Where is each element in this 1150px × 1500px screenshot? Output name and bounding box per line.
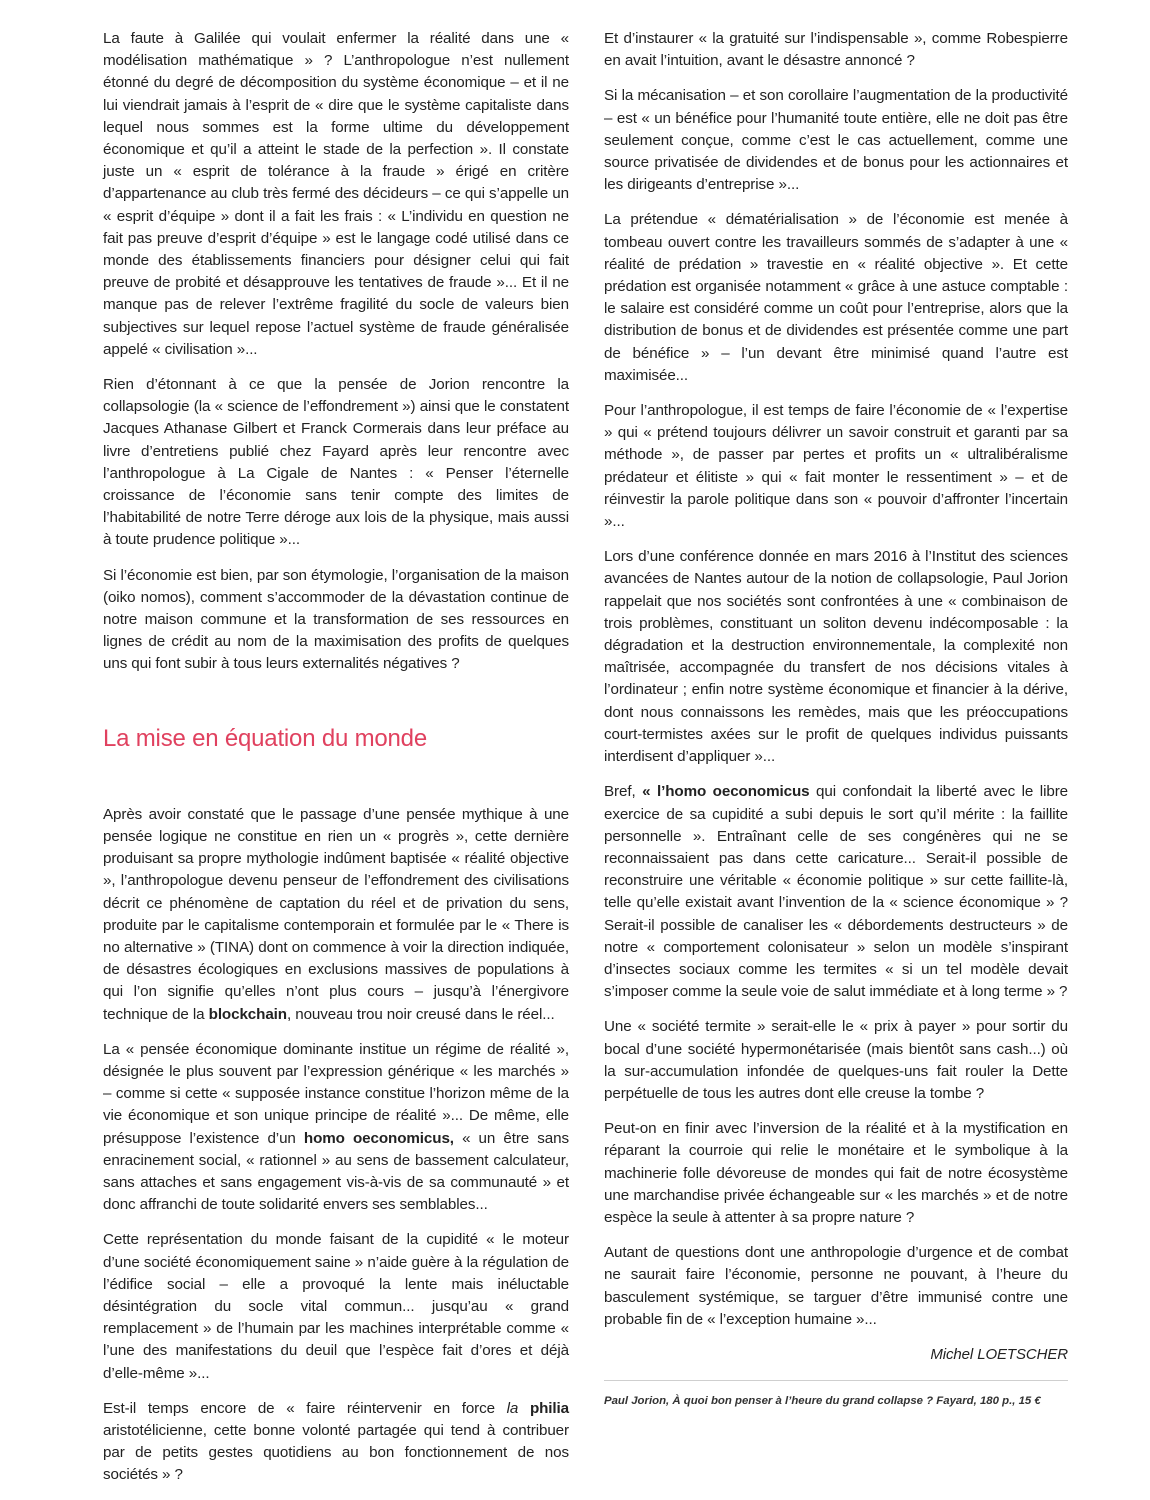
text-run: Bref, (604, 783, 643, 801)
right-column (604, 28, 1068, 1409)
bold-term: philia (529, 1399, 569, 1417)
book-credit: Paul Jorion, À quoi bon penser à l’heure du grand collapse ? Fayard, 180 p., 15 € (604, 1380, 1068, 1409)
text-run: Est-il temps encore de « faire réintervenir en force (103, 1399, 507, 1417)
bold-term: « l’homo oeconomicus (642, 783, 810, 801)
paragraph: Une « société termite » serait-elle le « prix à payer » pour sortir du bocal d’une société hypermonétarisée (mais bientôt sans cash...) où la sur-accumulation infondée de quelques-uns fait rouler la Dette perpétuelle de tous les autres dont elle creuse la tombe ? (604, 1018, 1068, 1102)
text-run: qui confondait la liberté avec le libre exercice de sa cupidité a subi depuis le sort qu’il mérite : la faillite personnelle ». Entraînant celle de ses congénères qui ne se reconnaissaient pas dans cette caricature... Serait-il possible de reconstruire une véritable « économie politique » sur cette faillite-là, telle qu’elle existait avant l’invention de la « science économique » ? Serait-il possible de canaliser les « débordements destructeurs » de notre « comportement colonisateur » selon un modèle s’inspirant d’insectes sociaux comme les termites « si un tel modèle devait s’imposer comme la seule voie de salut immédiate et à long terme » ? (604, 783, 1068, 1001)
paragraph: Cette représentation du monde faisant de la cupidité « le moteur d’une société économiquement saine » n’aide guère à la régulation de l’édifice social – elle a provoqué la lente mais inéluctable désintégration du socle vital commun... jusqu’au « grand remplacement » de l’humain par les machines interprétable comme « l’une des manifestations du deuil que l’espèce fait d’ores et déjà d’elle-même »... (103, 1231, 569, 1382)
paragraph: Lors d’une conférence donnée en mars 2016 à l’Institut des sciences avancées de Nantes autour de la notion de collapsologie, Paul Jorion rappelait que nos sociétés sont confrontées à une « combinaison de trois problèmes, constituant un soliton devenu indécomposable : la dégradation et la destruction environnementale, la complexité non maîtrisée, accompagnée du transfert de nos décisions vitales à l’ordinateur ; enfin notre système économique et financier à la dérive, dont nous connaissons les remèdes, mais que les préoccupations court-termistes axées sur le profit de quelques individus puissants interdisent d’appliquer »... (604, 548, 1068, 766)
paragraph: Et d’instaurer « la gratuité sur l’indispensable », comme Robespierre en avait l’intuition, avant le désastre annoncé ? (604, 30, 1068, 70)
author-signature: Michel LOETSCHER (930, 1345, 1068, 1363)
text-run: aristotélicienne, cette bonne volonté partagée qui tend à contribuer par de petits gestes quotidiens au bon fonctionnement de nos sociétés » ? (103, 1421, 569, 1484)
bold-term: blockchain (208, 1005, 287, 1023)
paragraph: Si l’économie est bien, par son étymologie, l’organisation de la maison (oiko nomos), comment s’accommoder de la dévastation continue de notre maison commune et la transformation de ses ressources en lignes de crédit au nom de la maximisation des profits de quelques uns qui font subir à tous leurs externalités négatives ? (103, 566, 569, 673)
left-column (103, 28, 569, 1500)
text-run: , nouveau trou noir creusé dans le réel... (286, 1005, 555, 1023)
paragraph (103, 804, 569, 1026)
section-heading: La mise en équation du monde (103, 724, 427, 752)
paragraph: Rien d’étonnant à ce que la pensée de Jorion rencontre la collapsologie (la « science de l’effondrement ») ainsi que le constatent Jacques Athanase Gilbert et Franck Cormerais dans leur préface au livre d’entretiens publié chez Fayard après leur rencontre avec l’anthropologue à La Cigale de Nantes : « Penser l’éternelle croissance de l’économie sans tenir compte des limites de l’habitabilité de notre Terre déroge aux lois de la physique, mais aussi à toute prudence politique »... (103, 376, 569, 549)
paragraph: Si la mécanisation – et son corollaire l’augmentation de la productivité – est « un bénéfice pour l’humanité toute entière, elle ne doit pas être seulement conçue, comme c’est le cas actuellement, comme une source privatisée de dividendes et de bonus pour les actionnaires et les dirigeants d’entreprise »... (604, 87, 1068, 194)
paragraph: La prétendue « dématérialisation » de l’économie est menée à tombeau ouvert contre les travailleurs sommés de s’adapter à une « réalité de prédation » travestie en « réalité objective ». Et cette prédation est organisée notamment « grâce à une astuce comptable : le salaire est considéré comme un coût pour l’entreprise, alors que la distribution de bonus et de dividendes est présentée comme une part de bénéfice » – l’un devant être minimisé quand l’autre est maximisée... (604, 211, 1068, 384)
italic-term: la (506, 1399, 519, 1417)
paragraph: Autant de questions dont une anthropologie d’urgence et de combat ne saurait faire l’économie, personne ne pouvant, à l’heure du basculement systémique, se targuer d’être immunisé contre une probable fin de « l’exception humaine »... (604, 1244, 1068, 1328)
paragraph: La faute à Galilée qui voulait enfermer la réalité dans une « modélisation mathématique » ? L’anthropologue n’est nullement étonné du degré de décomposition du système économique – et il ne lui viendrait jamais à l’esprit de « dire que le système capitaliste dans lequel nous sommes est la forme ultime du développement économique et qu’il a atteint le stade de la perfection ». Il constate juste un « esprit de tolérance à la fraude » érigé en critère d’appartenance au club très fermé des décideurs – ce qui s’appelle un « esprit d’équipe » dont il a fait les frais : « L’individu en question ne fait pas preuve d’esprit d’équipe » est le langage codé utilisé dans ce monde des établissements financiers pour désigner celui qui fait preuve de probité et désapprouve les tentatives de fraude »... Et il ne manque pas de relever l’extrême fragilité du socle de valeurs bien subjectives sur lequel repose l’actuel système de fraude généralisée appelé « civilisation »... (103, 30, 569, 358)
paragraph: Pour l’anthropologue, il est temps de faire l’économie de « l’expertise » qui « prétend toujours délivrer un savoir construit et garanti par sa méthode », de passer par pertes et profits un « ultralibéralisme prédateur et élitiste » qui « fait monter le ressentiment » – et de réinvestir la parole politique dans son « pouvoir d’affronter l’incertain »... (604, 402, 1068, 531)
paragraph: Peut-on en finir avec l’inversion de la réalité et à la mystification en réparant la courroie qui relie le monétaire et le symbolique à la machinerie folle dévoreuse de mondes qui fait de notre écosystème une marchandise privée échangeable sur « les marchés » et de notre espèce la seule à attenter à sa propre nature ? (604, 1120, 1068, 1226)
text-run: « un être sans enracinement social, « rationnel » au sens de bassement calculateur, sans attaches et sans engagement vis-à-vis de sa communauté » et donc affranchi de toute solidarité envers ses semblables... (103, 1129, 569, 1214)
paragraph (103, 1039, 569, 1217)
bold-term: homo oeconomicus, (303, 1129, 454, 1147)
text-run: La « pensée économique dominante institue un régime de réalité », désignée le plus souvent par l’expression générique « les marchés » – comme si cette « supposée instance constitue l’horizon même de la vie économique et son unique principe de réalité »... De même, elle présuppose l’existence d’un (103, 1040, 569, 1147)
text-run: Après avoir constaté que le passage d’une pensée mythique à une pensée logique ne constitue en rien un « progrès », cette dernière produisant sa propre mythologie indûment baptisée « réalité objective », l’anthropologue devenu penseur de l’effondrement des civilisations décrit ce phénomène de captation du réel et de privation du sens, produite par le capitalisme contemporain et formulée par le « There is no alternative » (TINA) dont on commence à voir la direction indiquée, de désastres écologiques en exclusions massives de populations à qui l’on signifie qu’elles n’ont plus cours – jusqu’à l’énergivore technique de la (103, 805, 569, 1023)
paragraph (103, 1398, 569, 1487)
paragraph (604, 781, 1068, 1003)
